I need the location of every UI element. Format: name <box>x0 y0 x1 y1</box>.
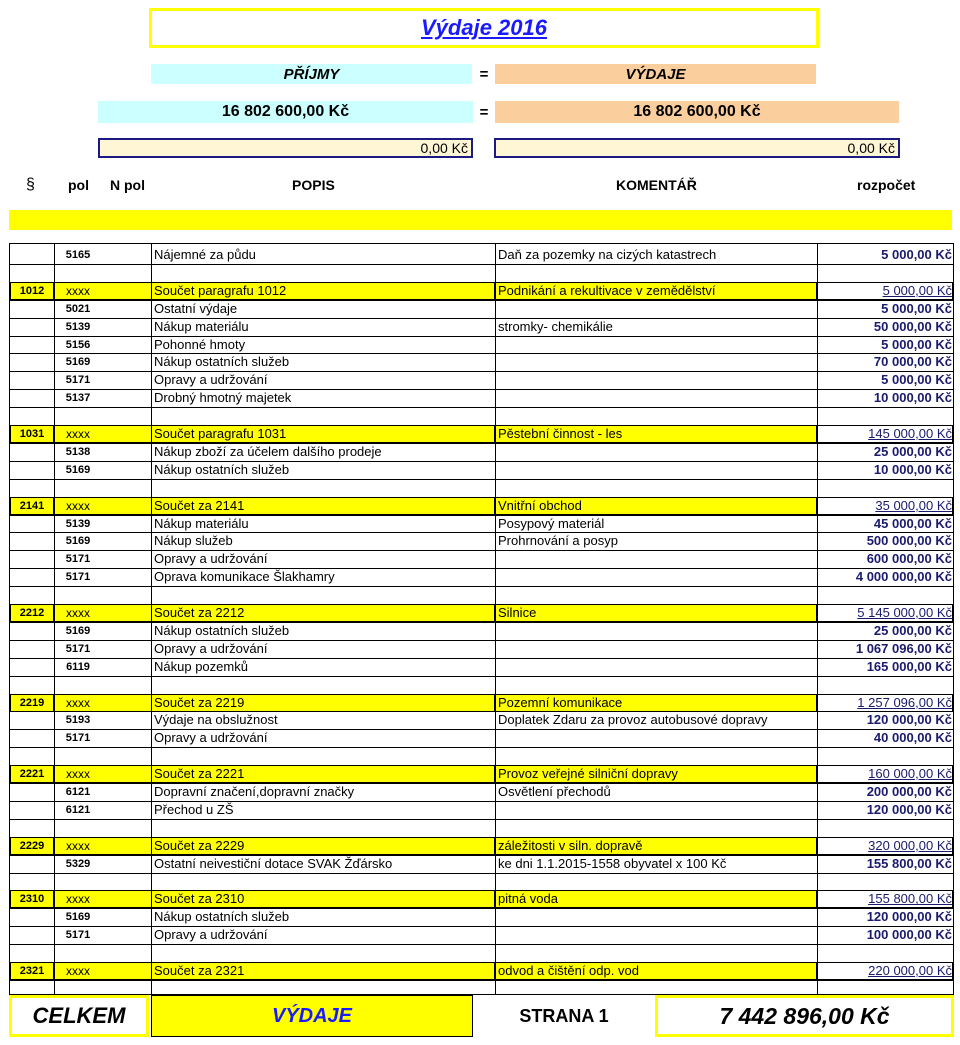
row-divider <box>10 658 953 659</box>
budget-table <box>9 243 954 995</box>
rozpocet-cell: 4 000 000,00 Kč <box>855 569 952 585</box>
header-band <box>9 210 952 230</box>
paragraf-cell <box>12 318 52 336</box>
vydaje-total: 16 802 600,00 Kč <box>495 101 899 123</box>
polozka-cell: 5169 <box>65 356 91 369</box>
polozka-cell: 5169 <box>65 535 91 548</box>
page-number: STRANA 1 <box>519 1005 609 1026</box>
polozka-cell: xxxx <box>66 695 90 710</box>
popis-cell: Opravy a udržování <box>154 372 268 388</box>
title-box <box>149 8 819 48</box>
popis-cell: Opravy a udržování <box>154 640 268 656</box>
row-divider <box>10 819 953 820</box>
komentar-cell: záležitosti v siln. dopravě <box>498 837 643 853</box>
prijmy-label: PŘÍJMY <box>151 64 472 84</box>
polozka-cell: 6119 <box>66 660 90 673</box>
popis-cell: Opravy a udržování <box>154 730 268 746</box>
polozka-cell: xxxx <box>66 498 90 513</box>
popis-cell: Součet za 2321 <box>154 963 245 978</box>
popis-cell: Výdaje na obslužnost <box>154 712 278 728</box>
komentar-cell <box>496 729 818 747</box>
rozpocet-cell: 70 000,00 Kč <box>873 354 952 370</box>
popis-cell: Dopravní značení,dopravní značky <box>154 784 355 799</box>
paragraf-cell: 2141 <box>19 499 45 512</box>
komentar-cell: Pozemní komunikace <box>498 694 623 710</box>
rozpocet-cell: 40 000,00 Kč <box>873 730 952 746</box>
row-divider <box>10 747 953 748</box>
polozka-cell: 5169 <box>65 624 91 637</box>
paragraf-cell <box>12 443 52 461</box>
rozpocet-cell: 5 000,00 Kč <box>882 282 952 298</box>
rozpocet-cell: 35 000,00 Kč <box>875 497 952 513</box>
popis-cell: Nákup zboží za účelem dalšího prodeje <box>154 443 382 459</box>
polozka-cell: 5169 <box>65 911 91 924</box>
paragraf-cell <box>12 658 52 676</box>
rozpocet-cell: 600 000,00 Kč <box>866 551 952 567</box>
rozpocet-cell: 5 000,00 Kč <box>881 336 952 352</box>
popis-cell: Součet za 2310 <box>154 891 245 907</box>
rozpocet-cell: 155 800,00 Kč <box>868 891 952 907</box>
column-divider <box>151 244 152 994</box>
row-divider <box>10 532 953 533</box>
komentar-cell: pitná voda <box>498 891 558 907</box>
paragraf-cell <box>12 926 52 944</box>
row-divider <box>10 908 953 909</box>
rozpocet-cell: 500 000,00 Kč <box>866 533 952 549</box>
rozpocet-cell: 120 000,00 Kč <box>866 801 952 817</box>
paragraf-cell <box>12 336 52 354</box>
row-divider <box>10 568 953 569</box>
popis-cell: Součet paragrafu 1012 <box>154 282 287 298</box>
rozpocet-cell: 1 257 096,00 Kč <box>857 694 952 710</box>
polozka-cell: xxxx <box>66 283 90 298</box>
header-section: § <box>26 176 35 193</box>
rozpocet-cell: 1 067 096,00 Kč <box>855 640 952 656</box>
komentar-cell <box>496 371 818 389</box>
paragraf-cell <box>12 568 52 586</box>
header-komentar: KOMENTÁŘ <box>616 177 697 193</box>
polozka-cell: xxxx <box>66 838 90 853</box>
row-divider <box>10 461 953 462</box>
paragraf-cell: 2212 <box>19 607 45 619</box>
popis-cell: Součet za 2141 <box>154 497 245 513</box>
polozka-cell: 5138 <box>65 445 91 458</box>
row-divider <box>10 873 953 874</box>
paragraf-cell <box>12 783 52 801</box>
rozpocet-cell: 5 000,00 Kč <box>881 300 952 316</box>
polozka-cell: xxxx <box>66 964 90 978</box>
row-divider <box>10 944 953 945</box>
komentar-cell <box>496 908 818 926</box>
komentar-cell: Vnitřní obchod <box>498 497 582 513</box>
paragraf-cell <box>12 711 52 729</box>
komentar-cell <box>496 640 818 658</box>
row-divider <box>10 407 953 408</box>
footer-vydaje-label: VÝDAJE <box>151 995 473 1037</box>
row-divider <box>10 586 953 587</box>
row-divider <box>10 318 953 319</box>
footer <box>9 995 954 1037</box>
komentar-cell: Doplatek Zdaru za provoz autobusové dopravy <box>498 712 768 728</box>
polozka-cell: 6121 <box>65 786 91 798</box>
polozka-cell: xxxx <box>66 892 90 907</box>
paragraf-cell <box>12 389 52 407</box>
komentar-cell <box>496 550 818 568</box>
rozpocet-cell: 100 000,00 Kč <box>866 927 952 943</box>
row-divider <box>10 264 953 265</box>
paragraf-cell: 1012 <box>19 284 45 297</box>
rozpocet-cell: 5 145 000,00 Kč <box>857 605 952 620</box>
komentar-cell <box>496 622 818 640</box>
polozka-cell: 5171 <box>65 642 91 655</box>
rozpocet-cell: 25 000,00 Kč <box>873 443 952 459</box>
row-divider <box>10 479 953 480</box>
popis-cell: Součet za 2219 <box>154 694 245 710</box>
popis-cell: Nákup materiálu <box>154 515 249 531</box>
komentar-cell <box>496 568 818 586</box>
komentar-cell <box>496 461 818 479</box>
polozka-cell: 5171 <box>65 929 91 942</box>
komentar-cell: Prohrnování a posyp <box>498 533 618 549</box>
row-divider <box>10 282 953 283</box>
polozka-cell: 5137 <box>65 392 91 405</box>
polozka-cell: 5171 <box>65 732 91 745</box>
popis-cell: Nájemné za půdu <box>154 247 256 262</box>
paragraf-cell <box>12 855 52 873</box>
polozka-cell: xxxx <box>66 427 90 441</box>
popis-cell: Oprava komunikace Šlakhamry <box>154 569 335 585</box>
celkem-label: CELKEM <box>9 995 149 1037</box>
polozka-cell: xxxx <box>66 606 90 620</box>
row-divider <box>10 300 953 301</box>
paragraf-cell: 1031 <box>19 428 45 440</box>
row-divider <box>10 694 953 695</box>
komentar-cell <box>496 926 818 944</box>
komentar-cell: Podnikání a rekultivace v zemědělství <box>498 282 716 298</box>
paragraf-cell <box>12 515 52 533</box>
paragraf-cell <box>12 246 52 264</box>
rozpocet-cell: 200 000,00 Kč <box>866 784 952 799</box>
komentar-cell <box>496 389 818 407</box>
rozpocet-cell: 5 000,00 Kč <box>881 247 952 262</box>
row-divider <box>10 497 953 498</box>
rozpocet-cell: 160 000,00 Kč <box>868 766 952 782</box>
komentar-cell: stromky- chemikálie <box>498 318 613 334</box>
row-divider <box>10 980 953 981</box>
polozka-cell: 5169 <box>65 463 91 476</box>
row-divider <box>10 425 953 426</box>
popis-cell: Nákup materiálu <box>154 318 249 334</box>
row-divider <box>10 765 953 766</box>
prijmy-total: 16 802 600,00 Kč <box>98 101 473 123</box>
vydaje-label: VÝDAJE <box>495 64 816 84</box>
paragraf-cell <box>12 908 52 926</box>
rozpocet-cell: 120 000,00 Kč <box>866 712 952 728</box>
komentar-cell: Daň za pozemky na cizých katastrech <box>498 247 717 262</box>
row-divider <box>10 640 953 641</box>
rozpocet-cell: 120 000,00 Kč <box>866 909 952 925</box>
row-divider <box>10 783 953 784</box>
row-divider <box>10 855 953 856</box>
column-divider <box>495 244 496 994</box>
rozpocet-cell: 145 000,00 Kč <box>868 426 952 441</box>
difference-left: 0,00 Kč <box>98 138 473 158</box>
polozka-cell: 5165 <box>65 249 91 261</box>
paragraf-cell <box>12 461 52 479</box>
paragraf-cell <box>12 729 52 747</box>
equals-sign: = <box>479 103 489 121</box>
paragraf-cell <box>12 371 52 389</box>
komentar-cell <box>496 300 818 318</box>
komentar-cell: Silnice <box>498 605 537 620</box>
rozpocet-cell: 10 000,00 Kč <box>873 461 952 477</box>
komentar-cell <box>496 801 818 819</box>
polozka-cell: 6121 <box>65 803 91 816</box>
row-divider <box>10 443 953 444</box>
row-divider <box>10 622 953 623</box>
rozpocet-cell: 25 000,00 Kč <box>873 622 952 638</box>
popis-cell: Součet za 2229 <box>154 837 245 853</box>
polozka-cell: 5171 <box>65 374 91 387</box>
header-popis: POPIS <box>292 177 335 193</box>
header-pol: pol <box>68 177 89 193</box>
row-divider <box>10 371 953 372</box>
popis-cell: Nákup ostatních služeb <box>154 909 290 925</box>
komentar-cell <box>496 443 818 461</box>
komentar-cell <box>496 336 818 354</box>
row-divider <box>10 604 953 605</box>
popis-cell: Nákup ostatních služeb <box>154 354 290 370</box>
komentar-cell: Osvětlení přechodů <box>498 784 611 799</box>
rozpocet-cell: 165 000,00 Kč <box>866 658 952 674</box>
difference-right: 0,00 Kč <box>494 138 900 158</box>
row-divider <box>10 676 953 677</box>
row-divider <box>10 837 953 838</box>
komentar-cell <box>496 658 818 676</box>
row-divider <box>10 550 953 551</box>
popis-cell: Opravy a udržování <box>154 927 268 943</box>
popis-cell: Nákup ostatních služeb <box>154 461 290 477</box>
row-divider <box>10 353 953 354</box>
paragraf-cell: 2219 <box>19 696 45 709</box>
popis-cell: Nákup ostatních služeb <box>154 622 290 638</box>
polozka-cell: 5021 <box>65 302 91 315</box>
row-divider <box>10 389 953 390</box>
paragraf-cell: 2310 <box>19 893 45 906</box>
polozka-cell: 5139 <box>65 320 91 333</box>
polozka-cell: 5139 <box>65 517 91 530</box>
komentar-cell: ke dni 1.1.2015-1558 obyvatel x 100 Kč <box>498 855 727 871</box>
page-title: Výdaje 2016 <box>421 15 547 40</box>
row-divider <box>10 926 953 927</box>
polozka-cell: 5156 <box>65 338 91 351</box>
paragraf-cell <box>12 640 52 658</box>
header-rozpocet: rozpočet <box>857 177 916 193</box>
popis-cell: Ostatní výdaje <box>154 300 238 316</box>
row-divider <box>10 962 953 963</box>
polozka-cell: 5171 <box>65 553 91 566</box>
row-divider <box>10 801 953 802</box>
paragraf-cell <box>12 801 52 819</box>
popis-cell: Pohonné hmoty <box>154 336 246 352</box>
paragraf-cell <box>12 353 52 371</box>
rozpocet-cell: 5 000,00 Kč <box>881 372 952 388</box>
popis-cell: Součet za 2221 <box>154 766 245 782</box>
equals-sign: = <box>479 65 489 83</box>
paragraf-cell: 2229 <box>19 839 45 852</box>
popis-cell: Součet za 2212 <box>154 605 245 620</box>
paragraf-cell <box>12 300 52 318</box>
komentar-cell: odvod a čištění odp. vod <box>498 963 639 978</box>
polozka-cell: 5329 <box>65 857 91 870</box>
paragraf-cell: 2221 <box>19 768 45 781</box>
rozpocet-cell: 155 800,00 Kč <box>866 855 952 871</box>
komentar-cell: Posypový materiál <box>498 515 605 531</box>
polozka-cell: xxxx <box>66 767 90 782</box>
paragraf-cell <box>12 532 52 550</box>
rozpocet-cell: 50 000,00 Kč <box>873 318 952 334</box>
row-divider <box>10 336 953 337</box>
popis-cell: Ostatní neivestiční dotace SVAK Žďársko <box>154 855 393 871</box>
paragraf-cell: 2321 <box>19 965 45 977</box>
popis-cell: Nákup pozemků <box>154 658 248 674</box>
paragraf-cell <box>12 550 52 568</box>
komentar-cell: Pěstební činnost - les <box>498 426 623 441</box>
row-divider <box>10 711 953 712</box>
header-npol: N pol <box>110 177 145 193</box>
rozpocet-cell: 10 000,00 Kč <box>873 390 952 406</box>
popis-cell: Drobný hmotný majetek <box>154 390 292 406</box>
paragraf-cell <box>12 622 52 640</box>
komentar-cell: Provoz veřejné silniční dopravy <box>498 766 678 782</box>
rozpocet-cell: 220 000,00 Kč <box>868 963 952 978</box>
grand-total: 7 442 896,00 Kč <box>655 995 954 1037</box>
polozka-cell: 5171 <box>65 571 91 584</box>
polozka-cell: 5193 <box>65 714 91 727</box>
row-divider <box>10 890 953 891</box>
popis-cell: Součet paragrafu 1031 <box>154 426 287 441</box>
rozpocet-cell: 45 000,00 Kč <box>873 515 952 531</box>
column-divider <box>817 244 818 994</box>
popis-cell: Opravy a udržování <box>154 551 268 567</box>
row-divider <box>10 515 953 516</box>
komentar-cell <box>496 353 818 371</box>
popis-cell: Přechod u ZŠ <box>154 801 234 817</box>
row-divider <box>10 729 953 730</box>
column-divider <box>54 244 55 994</box>
rozpocet-cell: 320 000,00 Kč <box>868 837 952 853</box>
popis-cell: Nákup služeb <box>154 533 233 549</box>
